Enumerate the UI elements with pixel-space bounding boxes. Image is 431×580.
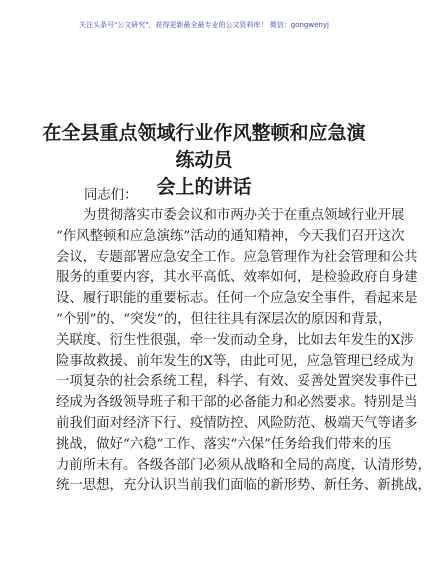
body-line: 力前所未有。各级各部门必须从战略和全局的高度，认清形势， — [56, 457, 431, 473]
body-line: 挑战，做好“六稳”工作、落实“六保”任务给我们带来的压 — [56, 436, 392, 452]
body-line: 为贯彻落实市委会议和市两办关于在重点领域行业开展 — [83, 208, 405, 223]
salutation: 同志们： — [84, 188, 138, 203]
body-line: 经成为各级领导班子和干部的必备能力和必然要求。特别是当 — [56, 395, 418, 411]
body-line: 关联度、衍生性很强，牵一发而动全身，比如去年发生的X涉 — [56, 332, 414, 348]
body-line: 服务的重要内容，其水平高低、效率如何，是检验政府自身建 — [56, 270, 418, 286]
body-line: “个别”的、“突发”的，但往往具有深层次的原因和背景， — [56, 311, 392, 327]
header-promo-note: 关注头条号"公文研究"，获得更新最全最专业的公文资料库！ 微信：gongwenyj — [79, 21, 329, 29]
body-line: 会议，专题部署应急安全工作。应急管理作为社会管理和公共 — [56, 249, 418, 265]
body-line: 统一思想，充分认识当前我们面临的新形势、新任务、新挑战， — [56, 478, 431, 494]
speech-body — [56, 206, 431, 497]
title-line-1: 在全县重点领域行业作风整顿和应急演练动员 — [42, 122, 366, 171]
title-line-2: 会上的讲话 — [156, 176, 252, 198]
body-line: 险事故救援、前年发生的X等，由此可见，应急管理已经成为 — [56, 353, 414, 369]
body-line: 一项复杂的社会系统工程，科学、有效、妥善处置突发事件已 — [56, 374, 418, 390]
body-line: “作风整顿和应急演练”活动的通知精神，今天我们召开这次 — [56, 228, 405, 244]
body-line: 前我们面对经济下行、疫情防控、风险防范、极端天气等诸多 — [56, 415, 418, 431]
body-line: 设、履行职能的重要标志。任何一个应急安全事件，看起来是 — [56, 291, 418, 307]
